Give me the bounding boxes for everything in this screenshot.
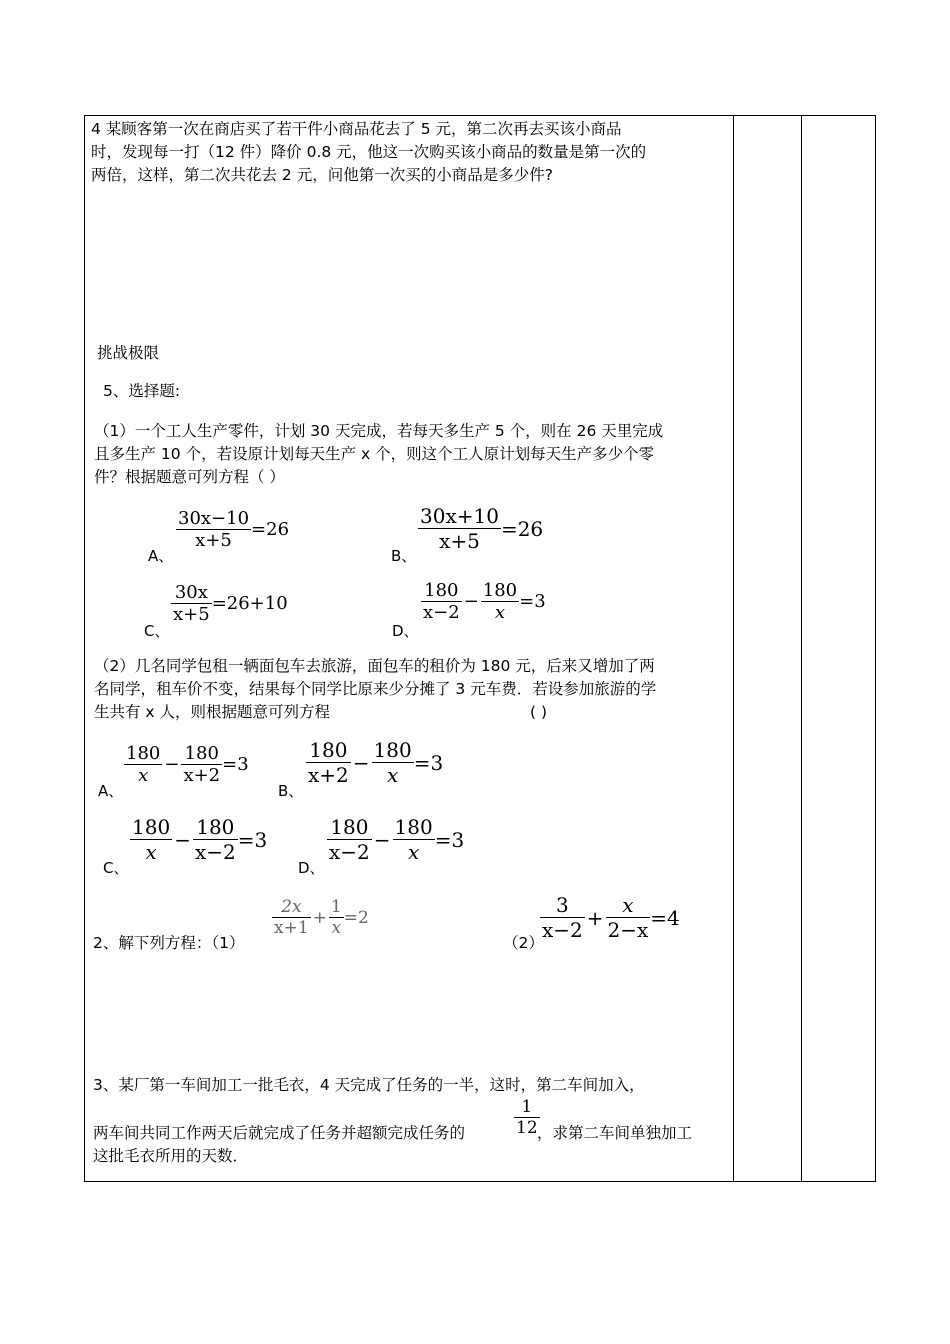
operator: + <box>586 905 604 930</box>
rhs: =2 <box>343 907 369 928</box>
p2-option-d-equation <box>327 815 464 864</box>
p1-option-d-equation <box>421 580 546 623</box>
problem-1-line: 件？根据题意可列方程（ ） <box>94 468 285 486</box>
answer-paren: ( ) <box>530 703 548 721</box>
denominator: x−2 <box>423 602 460 623</box>
denominator: 2−x <box>607 918 649 942</box>
question-2-prefix: 2、解下列方程：（1） <box>93 934 245 952</box>
column-divider-2 <box>801 116 802 1181</box>
denominator: x−2 <box>329 840 370 864</box>
operator: − <box>164 754 180 775</box>
question-3-line-3: 这批毛衣所用的天数． <box>93 1147 249 1165</box>
question-3-text: 两车间共同工作两天后就完成了任务并超额完成任务的 <box>93 1124 466 1142</box>
denominator: 12 <box>516 1118 538 1138</box>
p2-option-b-equation <box>306 738 443 787</box>
operator: − <box>174 827 191 852</box>
denominator: x−2 <box>542 918 583 942</box>
numerator: 30x+10 <box>420 504 499 528</box>
question-3-text-post: ，求第二车间单独加工 <box>537 1124 693 1142</box>
problem-1-line: （1）一个工人生产零件，计划 30 天完成，若每天多生产 5 个，则在 26 天里完成 <box>94 422 664 440</box>
worksheet-table <box>84 115 876 1182</box>
option-label: B、 <box>391 547 417 565</box>
operator: − <box>463 591 479 612</box>
numerator: 180 <box>394 815 433 839</box>
denominator: x+5 <box>195 530 232 551</box>
numerator: 30x−10 <box>178 508 250 529</box>
question-2-label-2: （2） <box>503 934 544 952</box>
denominator: x+5 <box>439 529 480 553</box>
section-5-heading: 5、选择题: <box>103 382 181 400</box>
numerator: 180 <box>132 815 171 839</box>
denominator: x+5 <box>173 604 210 625</box>
option-label: C、 <box>103 859 129 877</box>
numerator: 180 <box>309 738 348 762</box>
p2-option-c-equation <box>130 815 267 864</box>
q2-equation-2 <box>540 893 680 942</box>
denominator: x+1 <box>274 918 309 938</box>
rhs: =3 <box>519 591 546 612</box>
problem-2-line: 名同学，租车价不变，结果每个同学比原来少分摊了 3 元车费．若设参加旅游的学 <box>94 680 657 698</box>
rhs: =3 <box>413 750 444 775</box>
question-4-line: 4 某顾客第一次在商店买了若干件小商品花去了 5 元，第二次再去买该小商品 <box>91 120 622 138</box>
option-label: D、 <box>298 859 325 877</box>
problem-2-line: （2）几名同学包租一辆面包车去旅游，面包车的租价为 180 元，后来又增加了两 <box>94 657 655 675</box>
q2-equation-1 <box>272 897 369 938</box>
numerator: 180 <box>330 815 369 839</box>
question-4-line: 时，发现每一打（12 件）降价 0.8 元，他这一次购买该小商品的数量是第一次的 <box>91 143 647 161</box>
denominator: x <box>145 840 157 864</box>
numerator: 180 <box>184 743 219 764</box>
p1-option-b-equation <box>418 504 543 553</box>
option-label: C、 <box>144 622 170 640</box>
p1-option-c-equation <box>171 582 288 625</box>
problem-2-text <box>94 655 734 724</box>
p2-option-a-equation <box>124 743 249 786</box>
option-label: D、 <box>392 622 419 640</box>
denominator: x <box>386 763 399 787</box>
question-3-line-1: 3、某厂第一车间加工一批毛衣，4 天完成了任务的一半，这时，第二车间加入， <box>93 1076 645 1094</box>
numerator: 180 <box>126 743 161 764</box>
problem-2-line: 生共有 x 人，则根据题意可列方程 <box>94 703 331 721</box>
challenge-heading: 挑战极限 <box>97 344 160 362</box>
numerator: 3 <box>556 893 569 917</box>
numerator: 2x <box>281 897 302 917</box>
denominator: x+2 <box>183 765 221 786</box>
option-label: B、 <box>278 782 304 800</box>
numerator: 180 <box>196 815 235 839</box>
question-3-line-2 <box>93 1122 465 1145</box>
problem-1-text <box>94 420 734 489</box>
question-4 <box>91 118 731 187</box>
rhs: =4 <box>650 905 680 930</box>
rhs: =26+10 <box>211 593 288 614</box>
rhs: =26 <box>500 516 544 541</box>
q3-fraction <box>514 1097 540 1138</box>
rhs: =26 <box>251 519 290 540</box>
operator: + <box>312 907 327 928</box>
numerator: 30x <box>174 582 208 603</box>
denominator: x <box>138 765 149 786</box>
rhs: =3 <box>222 754 249 775</box>
numerator: 180 <box>482 580 518 601</box>
option-label: A、 <box>98 782 124 800</box>
column-divider-1 <box>733 116 734 1181</box>
numerator: 180 <box>373 738 412 762</box>
operator: − <box>352 750 370 775</box>
numerator: x <box>622 893 634 917</box>
denominator: x+2 <box>308 763 349 787</box>
denominator: x <box>494 602 506 623</box>
p1-option-a-equation <box>176 508 289 551</box>
rhs: =3 <box>434 827 465 852</box>
denominator: x <box>331 918 342 938</box>
numerator: 1 <box>330 897 342 917</box>
operator: − <box>373 827 391 852</box>
problem-1-line: 且多生产 10 个，若设原计划每天生产 x 个，则这个工人原计划每天生产多少个零 <box>94 445 655 463</box>
denominator: x <box>407 840 420 864</box>
denominator: x−2 <box>194 840 236 864</box>
rhs: =3 <box>237 827 268 852</box>
question-4-line: 两倍，这样，第二次共花去 2 元，问他第一次买的小商品是多少件? <box>91 166 553 184</box>
numerator: 180 <box>424 580 459 601</box>
numerator: 1 <box>521 1097 533 1117</box>
option-label: A、 <box>148 547 174 565</box>
